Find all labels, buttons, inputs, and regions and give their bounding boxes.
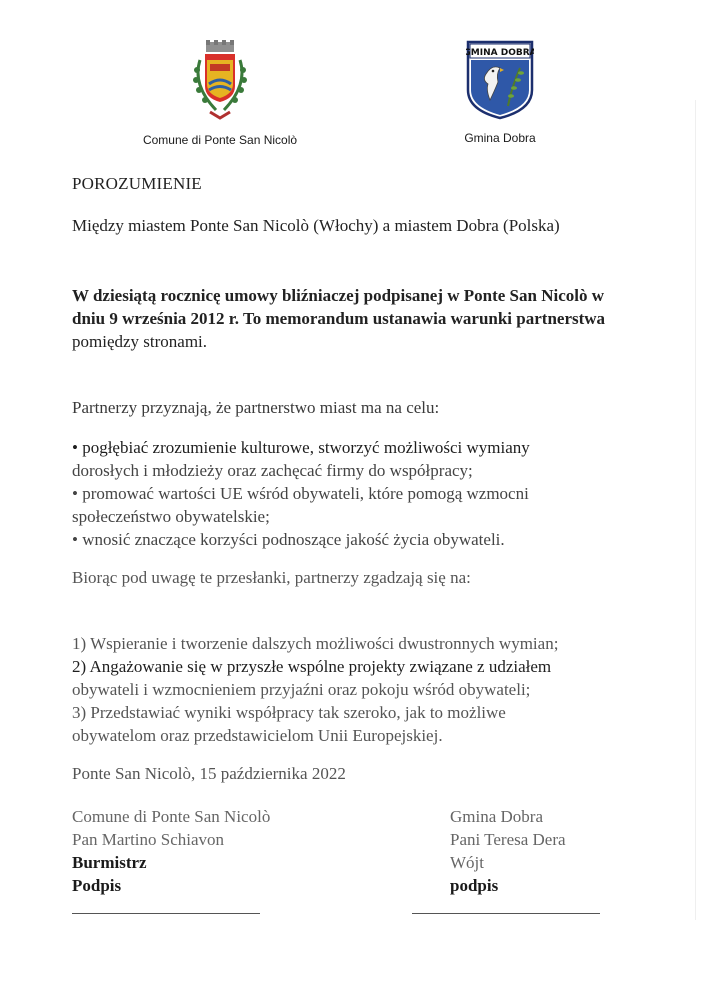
signatory-organization: Gmina Dobra	[450, 807, 544, 826]
intro-line: dniu 9 września 2012 r. To memorandum ustanawia warunki partnerstwa	[72, 309, 606, 328]
point-line: obywatelom oraz przedstawicielom Unii Europejskiej.	[72, 726, 443, 745]
place-date: Ponte San Nicolò, 15 października 2022	[72, 764, 346, 783]
right-logo-caption: Gmina Dobra	[464, 131, 536, 145]
signatory-name: Pan Martino Schiavon	[72, 830, 225, 849]
signature-block-right	[450, 805, 670, 897]
coat-of-arms-icon	[180, 40, 260, 124]
point-line: obywateli i wzmocnieniem przyjaźni oraz pokoju wśród obywateli;	[72, 680, 531, 699]
bullet-line: • promować wartości UE wśród obywateli, które pomogą wzmocni	[72, 484, 529, 503]
right-logo-label: GMINA DOBRA	[466, 48, 534, 58]
signature-block-left	[72, 805, 372, 897]
signature-line-right	[412, 913, 600, 914]
agreement-points	[72, 632, 652, 747]
point-line: 2) Angażowanie się w przyszłe wspólne projekty związane z udziałem	[72, 657, 552, 676]
scan-edge-divider	[695, 100, 696, 920]
signature-label: podpis	[450, 876, 499, 895]
bullet-line: dorosłych i młodzieży oraz zachęcać firmy do współpracy;	[72, 461, 473, 480]
bullet-line: • wnosić znaczące korzyści podnoszące jakość życia obywateli.	[72, 530, 505, 549]
aims-intro: Partnerzy przyznają, że partnerstwo miast ma na celu:	[72, 398, 440, 417]
signature-line-left	[72, 913, 260, 914]
point-line: 1) Wspieranie i tworzenie dalszych możliwości dwustronnych wymian;	[72, 634, 559, 653]
signatory-organization: Comune di Ponte San Nicolò	[72, 807, 271, 826]
document-title: POROZUMIENIE	[72, 174, 202, 193]
intro-line: pomiędzy stronami.	[72, 332, 208, 351]
intro-paragraph	[72, 284, 652, 353]
bullet-line: społeczeństwo obywatelskie;	[72, 507, 270, 526]
document-subtitle: Między miastem Ponte San Nicolò (Włochy) a miastem Dobra (Polska)	[72, 216, 560, 235]
signatory-name: Pani Teresa Dera	[450, 830, 566, 849]
gmina-dobra-logo	[430, 40, 570, 145]
shield-icon	[466, 40, 534, 120]
agreement-intro: Biorąc pod uwagę te przesłanki, partnerzy zgadzają się na:	[72, 568, 471, 587]
ponte-san-nicolo-logo	[120, 40, 320, 147]
point-line: 3) Przedstawiać wyniki współpracy tak szeroko, jak to możliwe	[72, 703, 506, 722]
aims-bullet-list	[72, 436, 652, 551]
intro-line: W dziesiątą rocznicę umowy bliźniaczej podpisanej w Ponte San Nicolò w	[72, 286, 605, 305]
bullet-line: • pogłębiać zrozumienie kulturowe, stworzyć możliwości wymiany	[72, 438, 530, 457]
left-logo-caption: Comune di Ponte San Nicolò	[142, 133, 298, 147]
signatory-role: Burmistrz	[72, 853, 147, 872]
signatory-role: Wójt	[450, 853, 484, 872]
signature-label: Podpis	[72, 876, 122, 895]
